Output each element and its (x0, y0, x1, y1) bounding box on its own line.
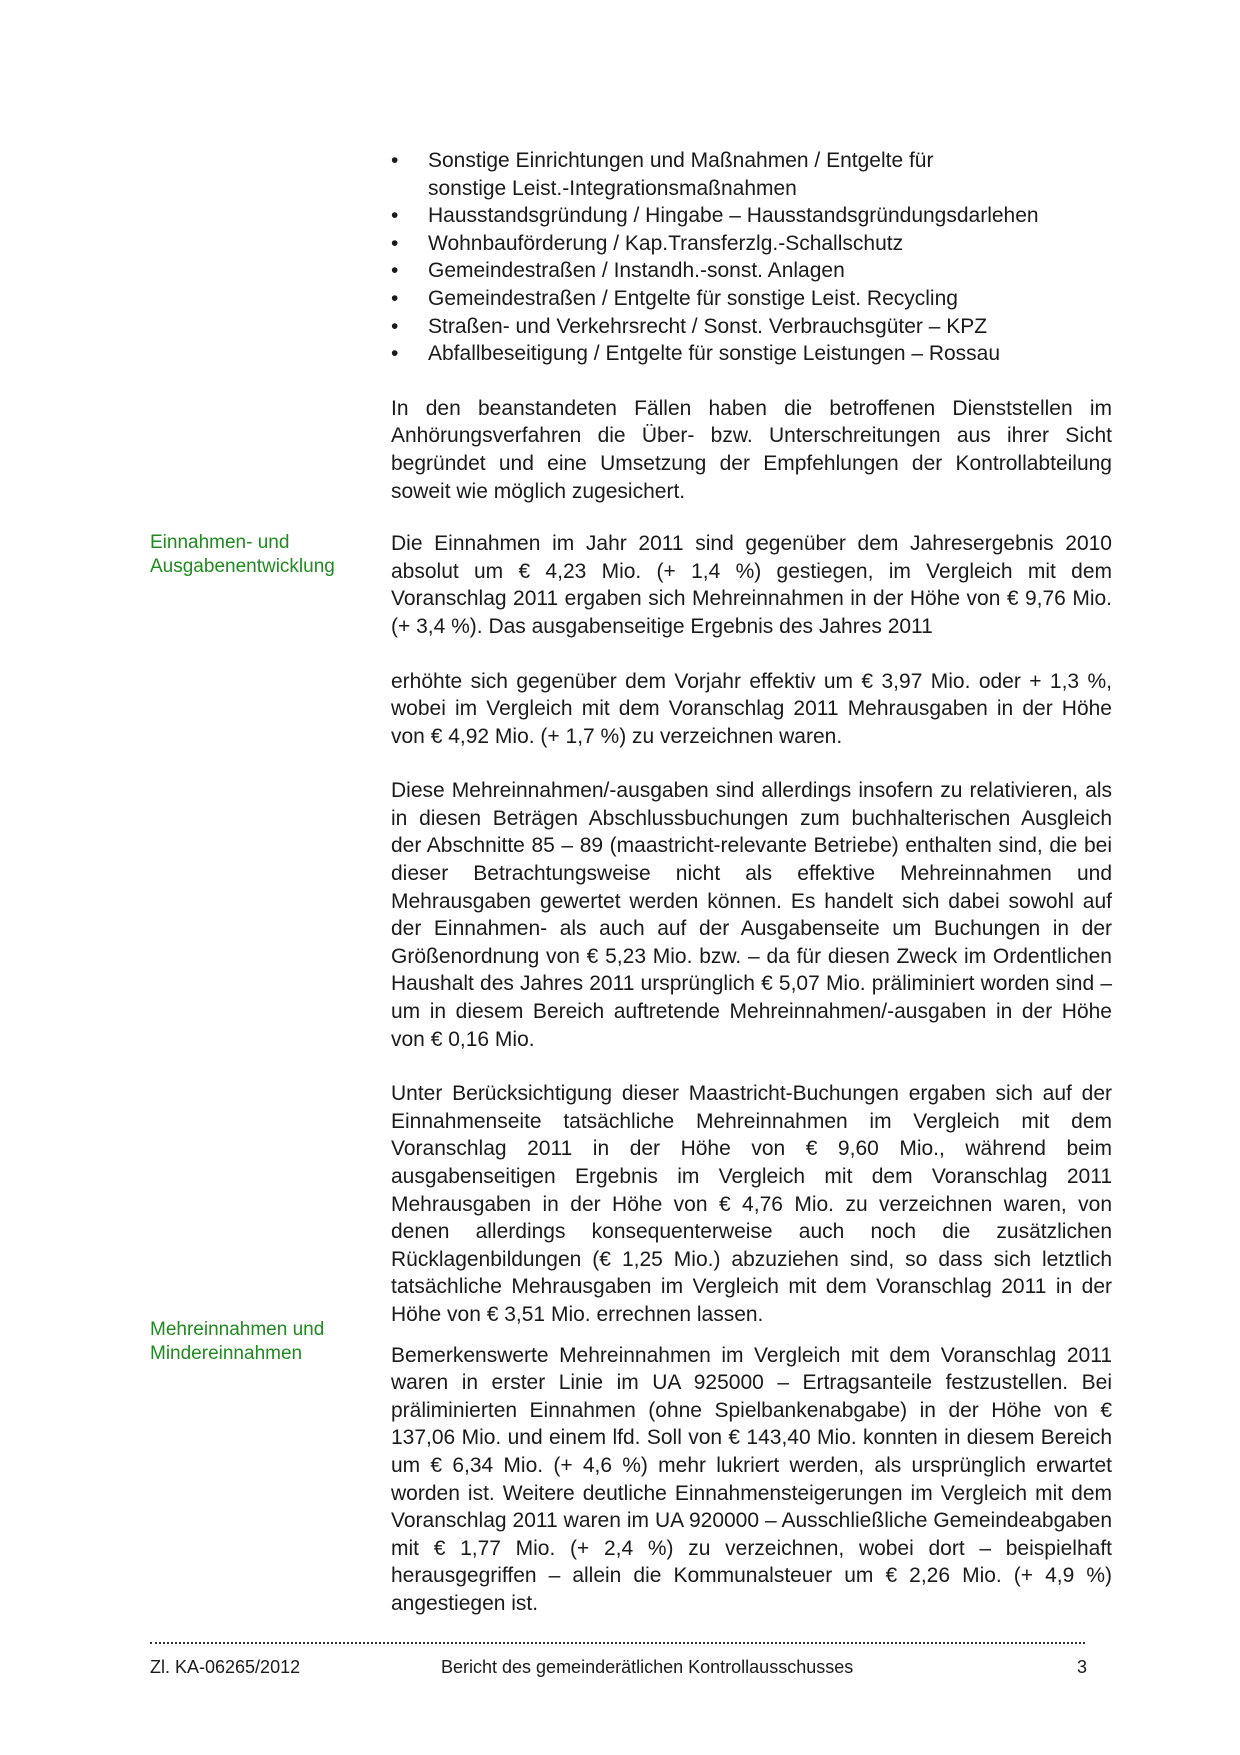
list-item (391, 313, 1112, 341)
page-number: 3 (1077, 1657, 1088, 1677)
footer-reference: Zl. KA-06265/2012 (150, 1657, 301, 1677)
bullet-icon: • (391, 204, 399, 228)
bullet-icon: • (391, 149, 399, 172)
list-item (391, 230, 1112, 258)
paragraph-expense-development: erhöhte sich gegenüber dem Vorjahr effektiv um € 3,97 Mio. oder + 1,3 %, wobei im Vergleich mit dem Voranschlag 2011 Mehrausgaben in der Höhe von € 4,92 Mio. (+ 1,7 %) zu verzeichnen waren. (391, 669, 1112, 748)
list-item (391, 147, 1112, 202)
bullet-icon: • (391, 259, 399, 283)
footer-title: Bericht des gemeinderätlichen Kontrollausschusses (441, 1657, 854, 1677)
paragraph-income-development: Die Einnahmen im Jahr 2011 sind gegenüber dem Jahresergebnis 2010 absolut um € 4,23 Mio. (+ 1,4 %) gestiegen, im Vergleich mit dem Voranschlag 2011 ergaben sich Mehreinnahmen in der Höhe von € 9,76 Mio. (+ 3,4 %). Das ausgabenseitige Ergebnis des Jahres 2011 (391, 532, 1112, 638)
list-item (391, 257, 1112, 285)
side-heading-line: Mindereinnahmen (150, 1342, 303, 1364)
side-heading-line: Ausgabenentwicklung (150, 555, 335, 577)
side-heading-line: Mehreinnahmen und (150, 1319, 325, 1340)
bullet-icon: • (391, 231, 399, 255)
list-item-text: Sonstige Einrichtungen und Maßnahmen / Entgelte für (428, 149, 934, 172)
paragraph-objections: In den beanstandeten Fällen haben die betroffenen Dienststellen im Anhörungsverfahren die Über- bzw. Unterschreitungen aus ihrer Sicht begründet und eine Umsetzung der Empfehlungen der Kontrollabteilung soweit wie möglich zugesichert. (391, 396, 1112, 503)
paragraph-relativization: Diese Mehreinnahmen/-ausgaben sind allerdings insofern zu relativieren, als in diesen Beträgen Abschlussbuchungen zum buchhalterischen Ausgleich der Abschnitte 85 – 89 (maastricht-relevante Betriebe) enthalten sind, die bei dieser Betrachtungsweise nicht als effektive Mehreinnahmen und Mehrausgaben gewertet werden können. Es handelt sich dabei sowohl auf der Einnahmen- als auch auf der Ausgabenseite um Buchungen in der Größenordnung von € 5,23 Mio. bzw. – da für diesen Zweck im Ordentlichen Haushalt des Jahres 2011 ursprünglich € 5,07 Mio. präliminiert worden sind – um in diesem Bereich auftretende Mehreinnahmen/-ausgaben in der Höhe von € 0,16 Mio. (391, 779, 1112, 1051)
bullet-icon: • (391, 314, 399, 338)
main-column (391, 147, 1112, 1618)
bullet-icon: • (391, 342, 399, 366)
paragraph-additional-income: Bemerkenswerte Mehreinnahmen im Vergleich mit dem Voranschlag 2011 waren in erster Linie im UA 925000 – Ertragsanteile festzustellen. Bei präliminierten Einnahmen (ohne Spielbankenabgabe) in der Höhe von € 137,06 Mio. und einem lfd. Soll von € 143,40 Mio. konnten in diesem Bereich um € 6,34 Mio. (+ 4,6 %) mehr lukriert werden, als ursprünglich erwartet worden ist. Weitere deutliche Einnahmensteigerungen im Vergleich mit dem Voranschlag 2011 waren im UA 920000 – Ausschließliche Gemeindeabgaben mit € 1,77 Mio. (+ 2,4 %) zu verzeichnen, wobei dort – beispielhaft herausgegriffen – allein die Kommunalsteuer um € 2,26 Mio. (+ 4,9 %) angestiegen ist. (391, 1343, 1112, 1615)
list-item-text: Straßen- und Verkehrsrecht / Sonst. Verbrauchsgüter – KPZ (428, 314, 988, 338)
list-item-text: Abfallbeseitigung / Entgelte für sonstige Leistungen – Rossau (428, 342, 1001, 366)
footer-divider (150, 1642, 1085, 1644)
side-heading-line: Einnahmen- und (150, 532, 290, 553)
list-item-text: Gemeindestraßen / Instandh.-sonst. Anlagen (428, 259, 845, 283)
list-item (391, 202, 1112, 230)
list-item (391, 285, 1112, 313)
list-item-text: Wohnbauförderung / Kap.Transferzlg.-Schallschutz (428, 231, 904, 255)
bullet-list (391, 147, 1112, 368)
paragraph-maastricht: Unter Berücksichtigung dieser Maastricht-Buchungen ergaben sich auf der Einnahmenseite tatsächliche Mehreinnahmen im Vergleich mit dem Voranschlag 2011 in der Höhe von € 9,60 Mio., während beim ausgabenseitigen Ergebnis im Vergleich mit dem Voranschlag 2011 Mehrausgaben in der Höhe von € 4,76 Mio. zu verzeichnen waren, von denen allerdings konsequenterweise auch noch die zusätzlichen Rücklagenbildungen (€ 1,25 Mio.) abzuziehen sind, so dass sich letztlich tatsächliche Mehrausgaben im Vergleich mit dem Voranschlag 2011 in der Höhe von € 3,51 Mio. errechnen lassen. (391, 1082, 1112, 1326)
list-item-text-continued: sonstige Leist.-Integrationsmaßnahmen (428, 176, 797, 200)
side-heading-income-expense (150, 531, 370, 578)
list-item-text: Gemeindestraßen / Entgelte für sonstige Leist. Recycling (428, 286, 958, 310)
bullet-icon: • (391, 286, 399, 310)
list-item (391, 340, 1112, 368)
side-heading-additional-income (150, 1318, 370, 1365)
list-item-text: Hausstandsgründung / Hingabe – Hausstandsgründungsdarlehen (428, 204, 1039, 228)
